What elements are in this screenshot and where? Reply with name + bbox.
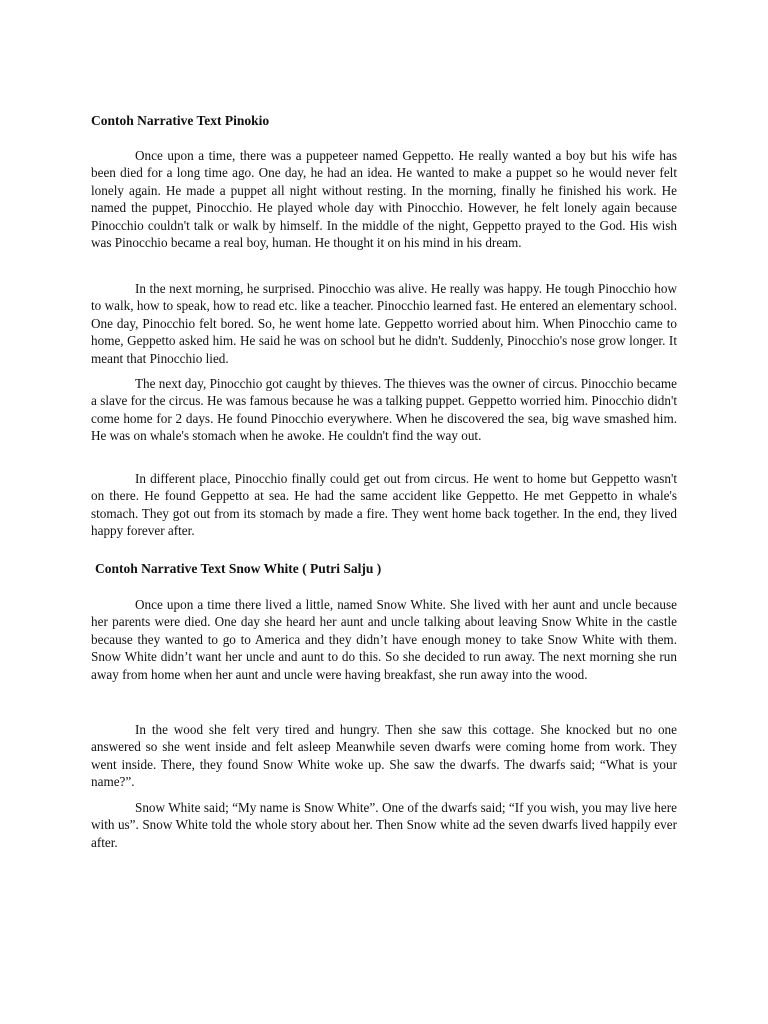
pinokio-paragraph-1: Once upon a time, there was a puppeteer named Geppetto. He really wanted a boy but his wife has been died for a long time ago. One day, he had an idea. He wanted to make a puppet so he would never felt lonely again. He made a puppet all night without resting. In the morning, finally he finished his work. He named the puppet, Pinocchio. He played whole day with Pinocchio. However, he felt lonely again because Pinocchio couldn't talk or walk by himself. In the middle of the night, Geppetto prayed to the God. His wish was Pinocchio became a real boy, human. He thought it on his mind in his dream. — [91, 148, 677, 251]
pinokio-title: Contoh Narrative Text Pinokio — [91, 113, 270, 128]
snow-white-paragraph-2: In the wood she felt very tired and hungry. Then she saw this cottage. She knocked but no one answered so she went inside and felt asleep Meanwhile seven dwarfs were coming home from work. They went inside. There, they found Snow White woke up. She saw the dwarfs. The dwarfs said; “What is your name?”. — [91, 722, 677, 790]
snow-white-paragraph-1: Once upon a time there lived a little, named Snow White. She lived with her aunt and uncle because her parents were died. One day she heard her aunt and uncle talking about leaving Snow White in the castle because they wanted to go to America and they didn’t have enough money to take Snow White with them. Snow White didn’t want her uncle and aunt to do this. So she decided to run away. The next morning she run away from home when her aunt and uncle were having breakfast, she run away into the wood. — [91, 597, 677, 682]
snow-white-paragraph-3: Snow White said; “My name is Snow White”. One of the dwarfs said; “If you wish, you may live here with us”. Snow White told the whole story about her. Then Snow white ad the seven dwarfs lived happily ever after. — [91, 800, 677, 850]
pinokio-paragraph-2: In the next morning, he surprised. Pinocchio was alive. He really was happy. He tough Pinocchio how to walk, how to speak, how to read etc. like a teacher. Pinocchio learned fast. He entered an elementary school. One day, Pinocchio felt bored. So, he went home late. Geppetto worried about him. When Pinocchio came to home, Geppetto asked him. He said he was on school but he didn't. Suddenly, Pinocchio's nose grow longer. It meant that Pinocchio lied. — [91, 281, 677, 366]
pinokio-paragraph-3: The next day, Pinocchio got caught by thieves. The thieves was the owner of circus. Pinocchio became a slave for the circus. He was famous because he was a talking puppet. Geppetto worried him. Pinocchio didn't come home for 2 days. He found Pinocchio everywhere. When he discovered the sea, big wave smashed him. He was on whale's stomach when he awoke. He couldn't find the way out. — [91, 376, 677, 444]
snow-white-title: Contoh Narrative Text Snow White ( Putri Salju ) — [95, 561, 382, 576]
pinokio-paragraph-4: In different place, Pinocchio finally could get out from circus. He went to home but Geppetto wasn't on there. He found Geppetto at sea. He had the same accident like Geppetto. He met Geppetto in whale's stomach. They got out from its stomach by made a fire. They went home back together. In the end, they lived happy forever after. — [91, 471, 677, 539]
